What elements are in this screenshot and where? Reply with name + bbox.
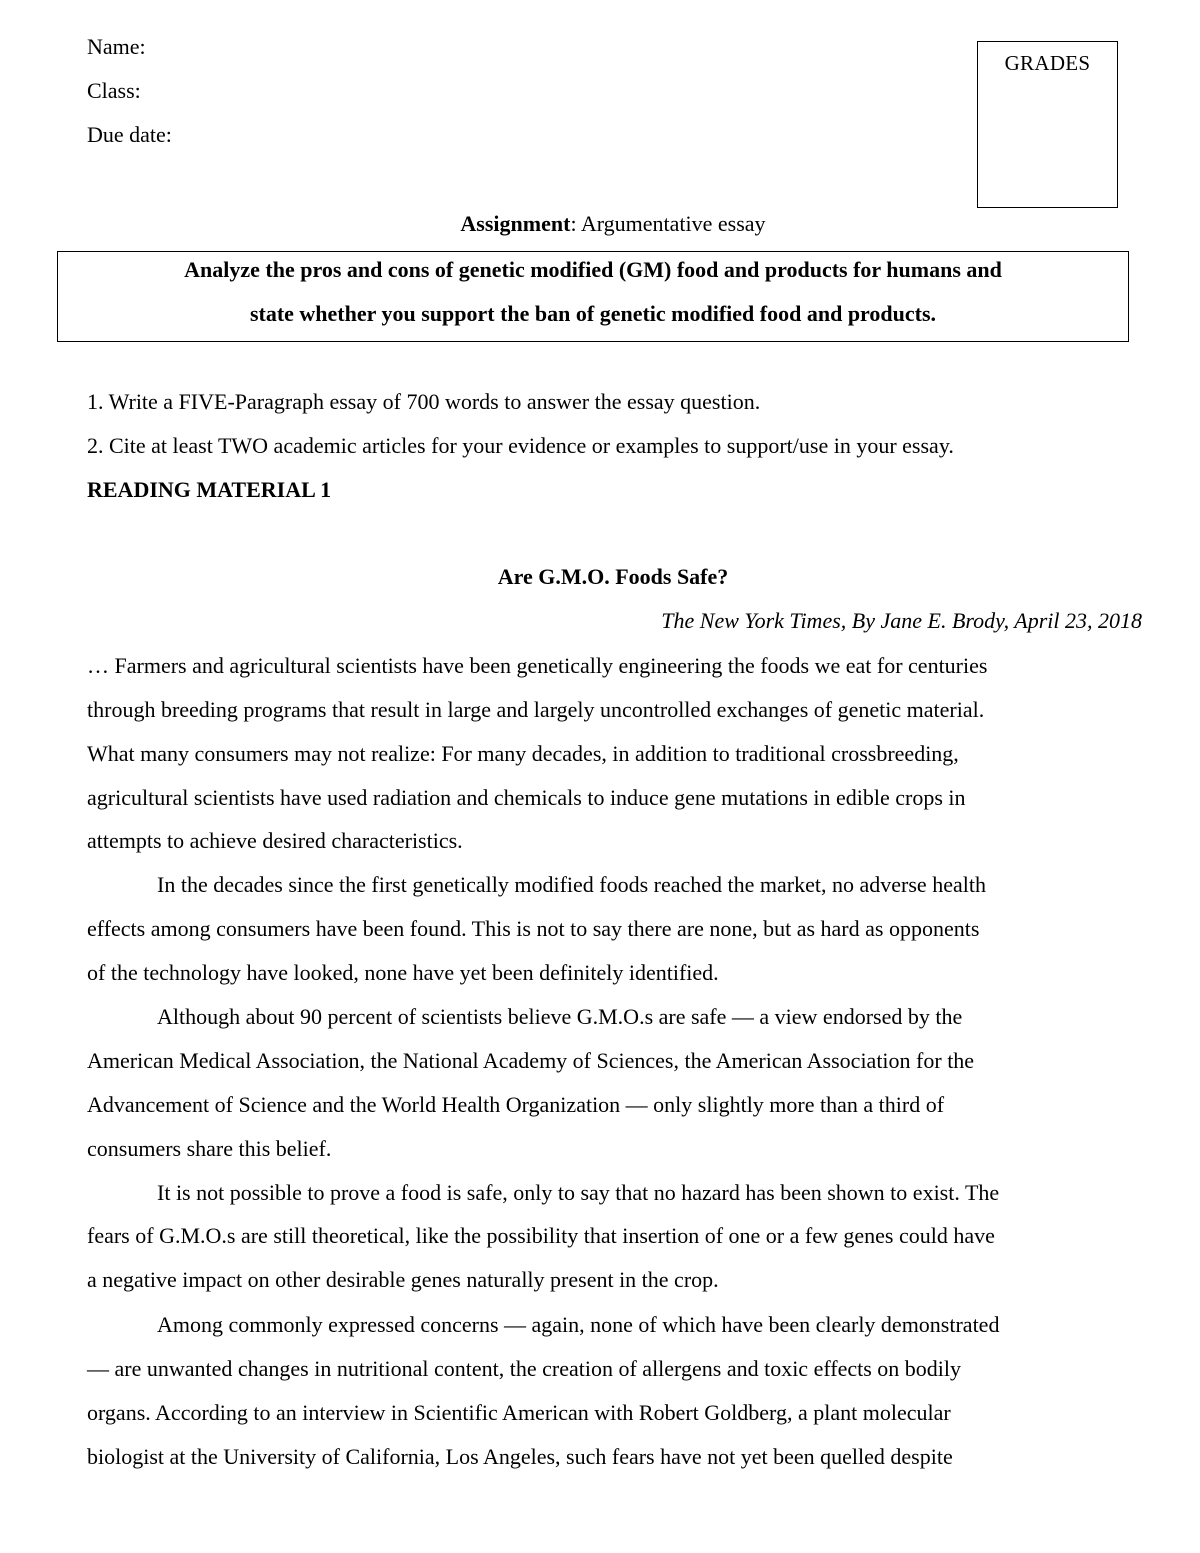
due-date-label: Due date: <box>87 122 172 147</box>
essay-question-line-2: state whether you support the ban of genetic modified food and products. <box>249 301 937 326</box>
article-line: Although about 90 percent of scientists believe G.M.O.s are safe — a view endorsed by the <box>157 1004 963 1029</box>
article-line: Among commonly expressed concerns — again, none of which have been clearly demonstrated <box>157 1312 1000 1337</box>
article-line: What many consumers may not realize: For many decades, in addition to traditional crossbreeding, <box>87 741 959 766</box>
grades-label: GRADES <box>1004 51 1091 75</box>
essay-question-line-1: Analyze the pros and cons of genetic modified (GM) food and products for humans and <box>184 257 1002 282</box>
instruction-1: 1. Write a FIVE-Paragraph essay of 700 words to answer the essay question. <box>87 389 761 414</box>
assignment-label: Assignment <box>460 211 571 236</box>
name-label: Name: <box>87 34 146 59</box>
article-line: fears of G.M.O.s are still theoretical, like the possibility that insertion of one or a few genes could have <box>87 1223 995 1248</box>
article-line: biologist at the University of California, Los Angeles, such fears have not yet been quelled despite <box>87 1444 953 1469</box>
grades-box <box>977 41 1118 208</box>
article-line: — are unwanted changes in nutritional content, the creation of allergens and toxic effects on bodily <box>87 1356 962 1381</box>
article-line: organs. According to an interview in Scientific American with Robert Goldberg, a plant molecular <box>87 1400 951 1425</box>
article-line: agricultural scientists have used radiation and chemicals to induce gene mutations in edible crops in <box>87 785 966 810</box>
assignment-line <box>0 210 1200 238</box>
article-line: effects among consumers have been found. This is not to say there are none, but as hard as opponents <box>87 916 980 941</box>
assignment-separator: : <box>570 211 577 236</box>
class-label: Class: <box>87 78 141 103</box>
article-line: through breeding programs that result in large and largely uncontrolled exchanges of genetic material. <box>87 697 985 722</box>
article-line: In the decades since the first genetically modified foods reached the market, no adverse health <box>157 872 986 897</box>
assignment-value: Argumentative essay <box>576 211 766 236</box>
article-line: Advancement of Science and the World Health Organization — only slightly more than a third of <box>87 1092 945 1117</box>
reading-material-heading: READING MATERIAL 1 <box>87 477 332 502</box>
article-line: a negative impact on other desirable genes naturally present in the crop. <box>87 1267 719 1292</box>
article-byline: The New York Times, By Jane E. Brody, April 23, 2018 <box>661 608 1142 633</box>
article-line: It is not possible to prove a food is safe, only to say that no hazard has been shown to exist. The <box>157 1180 1000 1205</box>
instruction-2: 2. Cite at least TWO academic articles for your evidence or examples to support/use in your essay. <box>87 433 954 458</box>
article-line: of the technology have looked, none have yet been definitely identified. <box>87 960 719 985</box>
article-title: Are G.M.O. Foods Safe? <box>497 564 729 589</box>
article-line: consumers share this belief. <box>87 1136 332 1161</box>
essay-question-box <box>57 251 1129 342</box>
article-line: attempts to achieve desired characteristics. <box>87 828 463 853</box>
article-line: American Medical Association, the National Academy of Sciences, the American Association for the <box>87 1048 975 1073</box>
article-line: … Farmers and agricultural scientists have been genetically engineering the foods we eat for centuries <box>87 653 988 678</box>
